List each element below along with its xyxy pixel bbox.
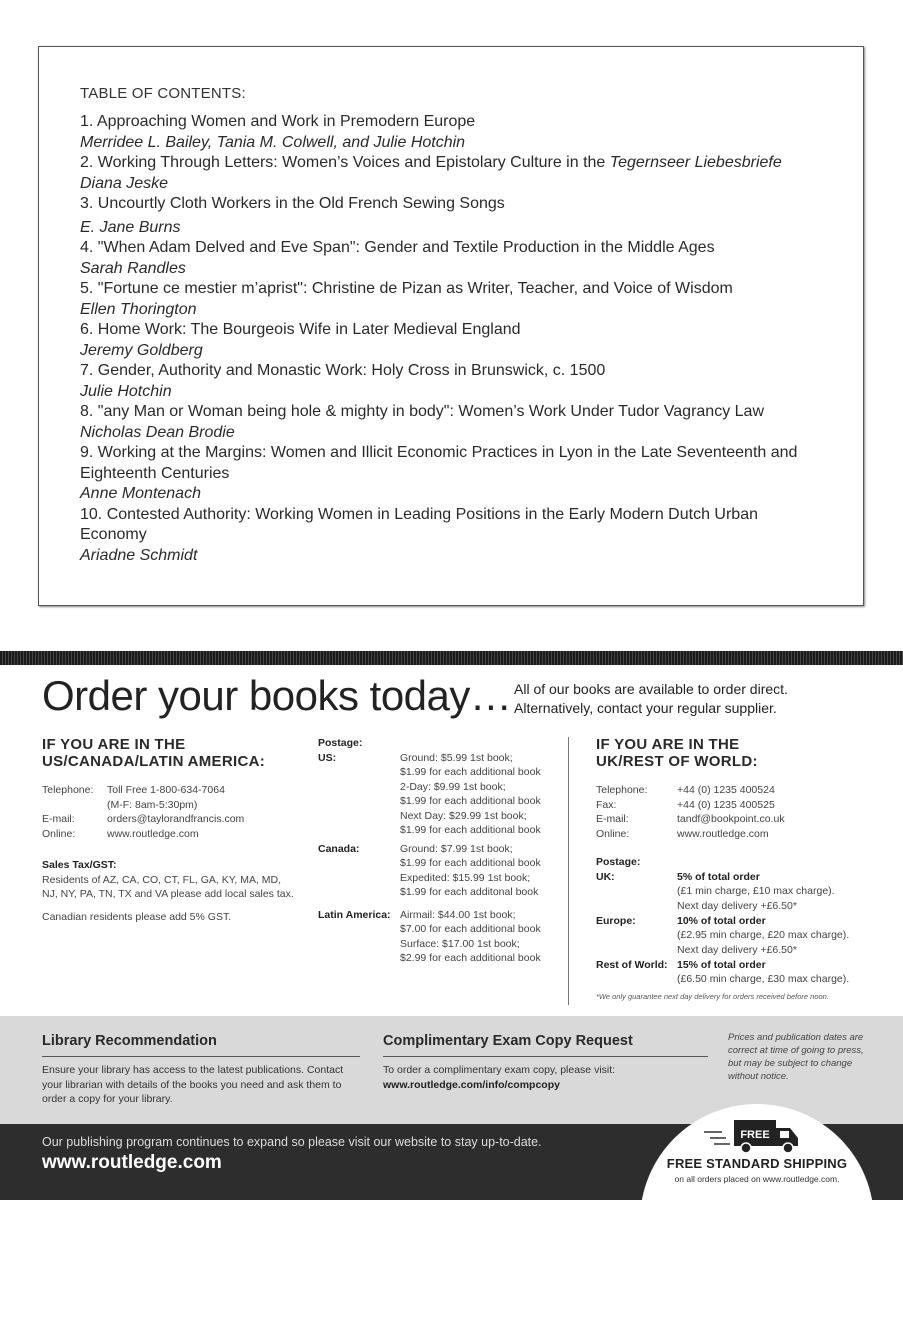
rate-line: 10% of total order	[677, 914, 766, 927]
tel-label: Telephone:	[596, 784, 648, 796]
toc-entry	[80, 505, 853, 567]
us-contact	[42, 783, 312, 841]
chapter-title: 7. Gender, Authority and Monastic Work: Holy Cross in Brunswick, c. 1500	[80, 362, 606, 379]
chapter-author: E. Jane Burns	[80, 218, 181, 236]
chapter-title: 10. Contested Authority: Working Women in Leading Positions in the Early Modern Dutch Urban	[80, 505, 758, 523]
rate-line: 15% of total order	[677, 958, 766, 971]
email-link[interactable]: tandf@bookpoint.co.uk	[677, 813, 785, 825]
footer-website-link[interactable]: www.routledge.com	[42, 1152, 222, 1173]
exam-copy-heading: Complimentary Exam Copy Request	[383, 1033, 633, 1049]
exam-copy-link[interactable]: www.routledge.com/info/compcopy	[383, 1078, 560, 1091]
rate-line: Next day delivery +£6.50*	[677, 899, 797, 912]
library-heading: Library Recommendation	[42, 1033, 217, 1049]
toc-entry	[80, 443, 853, 505]
delivery-footnote: *We only guarantee next day delivery for orders received before noon.	[596, 991, 829, 1001]
postage-region-label: Canada:	[318, 842, 360, 855]
toc-entry	[80, 194, 853, 238]
gst-line: Canadian residents please add 5% GST.	[42, 910, 232, 923]
website-link[interactable]: www.routledge.com	[107, 827, 199, 840]
chapter-title: 3. Uncourtly Cloth Workers in the Old French Sewing Songs	[80, 195, 505, 212]
uk-contact	[596, 783, 876, 841]
toc-entry	[80, 402, 853, 443]
toc-entry	[80, 361, 853, 402]
order-subtext	[514, 680, 788, 718]
postage-uk-row	[596, 870, 886, 914]
heading-line: US/CANADA/LATIN AMERICA:	[42, 753, 266, 770]
uk-postage	[596, 855, 886, 1004]
rate-line: $1.99 for each additional book	[400, 824, 541, 836]
chapter-title: 4. "When Adam Delved and Eve Span": Gender and Textile Production in the Middle Ages	[80, 239, 715, 256]
chapter-title-cont: Economy	[80, 526, 147, 543]
rate-line: $1.99 for each additional book	[400, 795, 541, 807]
postage-region-label: UK:	[596, 870, 615, 883]
prices-note-line: but may be subject to change	[728, 1058, 853, 1069]
column-divider	[568, 737, 569, 1005]
library-text-line: order a copy for your library.	[42, 1093, 173, 1105]
website-link[interactable]: www.routledge.com	[677, 827, 769, 840]
exam-copy-line: To order a complimentary exam copy, please visit:	[383, 1064, 616, 1076]
divider-stripe	[0, 651, 903, 665]
exam-copy-rule	[383, 1056, 708, 1057]
chapter-title: 9. Working at the Margins: Women and Illicit Economic Practices in Lyon in the Late Seventeenth and	[80, 444, 798, 461]
order-subtext-line: All of our books are available to order direct.	[514, 681, 788, 697]
us-section-heading	[42, 736, 265, 770]
delivery-truck-icon	[700, 1114, 810, 1154]
toc-heading: TABLE OF CONTENTS:	[80, 85, 246, 102]
chapter-title-italic: Tegernseer Liebesbriefe	[609, 154, 782, 171]
heading-line: UK/REST OF WORLD:	[596, 753, 758, 770]
toc-entry	[80, 320, 853, 361]
email-label: E-mail:	[42, 813, 75, 825]
postage-rates	[677, 870, 835, 914]
online-label: Online:	[42, 827, 76, 840]
heading-line: IF YOU ARE IN THE	[596, 736, 740, 753]
postage-us-row	[318, 751, 558, 838]
rate-line: Airmail: $44.00 1st book;	[400, 908, 516, 921]
rate-line: $1.99 for each additional book	[400, 857, 541, 869]
toc-entry	[80, 112, 853, 153]
postage-row-row	[596, 958, 886, 990]
postage-rates	[677, 958, 849, 987]
fax-label: Fax:	[596, 798, 617, 811]
uk-section-heading	[596, 736, 758, 770]
sales-tax-block	[42, 858, 312, 924]
us-postage	[318, 736, 558, 968]
library-rule	[42, 1056, 360, 1057]
postage-region-label: US:	[318, 751, 337, 764]
rate-line: $2.99 for each additional book	[400, 952, 541, 964]
sales-tax-line: NJ, NY, PA, TN, TX and VA please add local sales tax.	[42, 888, 294, 900]
toc-entry	[80, 238, 853, 279]
chapter-author: Merridee L. Bailey, Tania M. Colwell, and Julie Hotchin	[80, 133, 466, 151]
prices-note-line: correct at time of going to press,	[728, 1045, 864, 1056]
chapter-author: Jeremy Goldberg	[80, 341, 203, 359]
sales-tax-line: Residents of AZ, CA, CO, CT, FL, GA, KY, MA, MD,	[42, 873, 282, 886]
rate-line: (£6.50 min charge, £30 max charge).	[677, 973, 850, 985]
rate-line: (£1 min charge, £10 max charge).	[677, 885, 835, 897]
rate-line: 5% of total order	[677, 870, 760, 883]
toc-list	[80, 85, 853, 566]
postage-region-label: Europe:	[596, 914, 636, 927]
chapter-author: Julie Hotchin	[80, 382, 172, 400]
postage-rates	[400, 908, 541, 966]
chapter-title: 5. "Fortune ce mestier m’aprist": Christine de Pizan as Writer, Teacher, and Voice of Wisdom	[80, 280, 733, 297]
postage-heading: Postage:	[596, 856, 641, 868]
postage-heading: Postage:	[318, 737, 363, 749]
chapter-author: Sarah Randles	[80, 259, 186, 277]
postage-latam-row	[318, 908, 558, 968]
tel-hours: (M-F: 8am-5:30pm)	[107, 798, 198, 811]
chapter-title-text: 2. Working Through Letters: Women’s Voices and Epistolary Culture in the	[80, 154, 610, 171]
order-subtext-line: Alternatively, contact your regular supplier.	[514, 700, 777, 716]
postage-rates	[400, 751, 541, 838]
library-text-line: your librarian with details of the books you need and ask them to	[42, 1078, 342, 1091]
tel-value[interactable]: Toll Free 1-800-634-7064	[107, 784, 225, 796]
footer-text: Our publishing program continues to expand so please visit our website to stay up-to-date.	[42, 1135, 542, 1149]
rate-line: (£2.95 min charge, £20 max charge).	[677, 929, 850, 941]
prices-note-line: Prices and publication dates are	[728, 1032, 864, 1043]
chapter-author: Ellen Thorington	[80, 300, 197, 318]
rate-line: $1.99 for each additonal book	[400, 886, 539, 898]
postage-rates	[400, 842, 541, 900]
library-text	[42, 1063, 372, 1107]
postage-europe-row	[596, 914, 886, 958]
chapter-title: 8. "any Man or Woman being hole & mighty in body": Women’s Work Under Tudor Vagrancy Law	[80, 403, 764, 420]
toc-entry	[80, 279, 853, 320]
tel-label: Telephone:	[42, 784, 94, 796]
postage-rates	[677, 914, 849, 958]
prices-note-line: without notice.	[728, 1071, 789, 1082]
chapter-author: Diana Jeske	[80, 174, 169, 192]
tel-value[interactable]: +44 (0) 1235 400524	[677, 784, 775, 796]
rate-line: Next day delivery +£6.50*	[677, 943, 797, 956]
table-of-contents-box	[38, 46, 864, 606]
rate-line: $1.99 for each additional book	[400, 766, 541, 778]
email-link[interactable]: orders@taylorandfrancis.com	[107, 813, 245, 825]
prices-note	[728, 1031, 864, 1083]
postage-canada-row	[318, 842, 558, 908]
postage-region-label: Latin America:	[318, 908, 391, 921]
online-label: Online:	[596, 827, 630, 840]
free-badge-text: FREE	[740, 1129, 770, 1141]
chapter-author: Ariadne Schmidt	[80, 546, 198, 564]
chapter-title	[80, 153, 853, 174]
email-label: E-mail:	[596, 813, 629, 825]
chapter-title: 6. Home Work: The Bourgeois Wife in Later Medieval England	[80, 321, 521, 338]
chapter-title-cont: Eighteenth Centuries	[80, 464, 230, 482]
library-text-line: Ensure your library has access to the latest publications. Contact	[42, 1064, 344, 1076]
sales-tax-heading: Sales Tax/GST:	[42, 859, 117, 871]
rate-line: Ground: $7.99 1st book;	[400, 842, 513, 855]
rate-line: Next Day: $29.99 1st book;	[400, 809, 527, 822]
exam-copy-text	[383, 1063, 713, 1092]
heading-line: IF YOU ARE IN THE	[42, 736, 186, 753]
free-shipping-subtext: on all orders placed on www.routledge.com.	[674, 1174, 840, 1184]
chapter-author: Nicholas Dean Brodie	[80, 423, 235, 441]
rate-line: $7.00 for each additional book	[400, 923, 541, 935]
order-headline: Order your books today…	[42, 672, 512, 719]
chapter-title: 1. Approaching Women and Work in Premodern Europe	[80, 113, 476, 130]
free-shipping-title: FREE STANDARD SHIPPING	[666, 1156, 848, 1171]
rate-line: Surface: $17.00 1st book;	[400, 937, 520, 950]
toc-entry	[80, 153, 853, 194]
fax-value: +44 (0) 1235 400525	[677, 798, 775, 811]
rate-line: Expedited: $15.99 1st book;	[400, 871, 531, 884]
rate-line: 2-Day: $9.99 1st book;	[400, 780, 506, 793]
chapter-author: Anne Montenach	[80, 485, 201, 502]
postage-region-label: Rest of World:	[596, 958, 668, 971]
rate-line: Ground: $5.99 1st book;	[400, 751, 513, 764]
